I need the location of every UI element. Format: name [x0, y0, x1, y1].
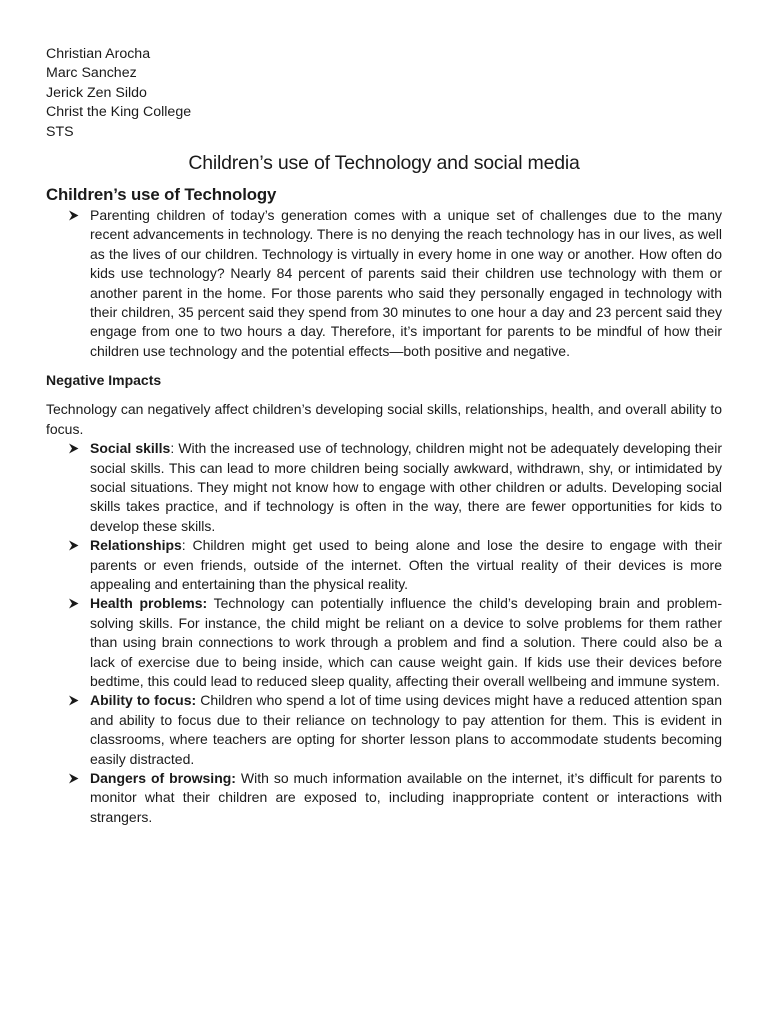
impact-term: Health problems: — [90, 595, 208, 612]
impact-text: : Children might get used to being alone and lose the desire to engage with their parents or even friends, outside of the internet. Often the virtual reality of their devices is more appealing and entertaining than the physical reality. — [90, 537, 722, 592]
list-item — [46, 439, 722, 536]
intro-list — [46, 206, 722, 361]
author-name: Christian Arocha — [46, 46, 151, 62]
author-name: Marc Sanchez — [46, 65, 137, 82]
arrow-bullet-icon — [68, 210, 79, 221]
author-block — [46, 45, 722, 142]
impact-term: Relationships — [90, 537, 182, 554]
list-item — [46, 206, 722, 361]
section-heading: Children’s use of Technology — [46, 185, 277, 205]
impact-term: Dangers of browsing: — [90, 770, 236, 786]
impact-term: Ability to focus: — [90, 692, 197, 709]
list-item — [46, 594, 722, 691]
impact-term: Social skills — [90, 440, 171, 457]
impact-text: : With the increased use of technology, children might not be adequately developing their social skills. This can lead to more children being socially awkward, withdrawn, shy, or intimidated by social situations. They might not know how to engage with other children or adults. Developing social skills takes practice, and if technology is often in the way, there are fewer opportunities for kids to develop these skills. — [90, 440, 722, 534]
document-page — [46, 45, 722, 827]
negative-impacts-intro: Technology can negatively affect children’s developing social skills, relationships, health, and overall ability to focus. — [46, 401, 722, 437]
negative-impacts-heading: Negative Impacts — [46, 372, 162, 389]
arrow-bullet-icon — [68, 773, 79, 784]
arrow-bullet-icon — [68, 443, 79, 454]
arrow-bullet-icon — [68, 540, 79, 551]
course-name: STS — [46, 123, 74, 140]
impact-text: Children who spend a lot of time using devices might have a reduced attention span and ability to focus due to their reliance on technology to pay attention for them. This is evident in classrooms, where teachers are opting for shorter lesson plans to accommodate students becoming easily distracted. — [90, 692, 722, 767]
arrow-bullet-icon — [68, 695, 79, 706]
school-name: Christ the King College — [46, 104, 192, 121]
intro-paragraph: Parenting children of today’s generation comes with a unique set of challenges due to the many recent advancements in technology. There is no denying the reach technology has in our lives, as well as the lives of our children. Technology is virtually in every home in one way or another. How often do kids use technology? Nearly 84 percent of parents said their children use technology with them or another parent in the home. For those parents who said they personally engaged in technology with their children, 35 percent said they spend from 30 minutes to one hour a day and 23 percent said they engage from one to two hours a day. Therefore, it’s important for parents to be mindful of how their children use technology and the potential effects—both positive and negative. — [90, 207, 722, 359]
impact-text: With so much information available on the internet, it’s difficult for parents to monitor what their children are exposed to, including inappropriate content or interactions with strangers. — [90, 770, 722, 825]
list-item — [46, 536, 722, 594]
author-name: Jerick Zen Sildo — [46, 84, 147, 101]
arrow-bullet-icon — [68, 598, 79, 609]
document-title: Children’s use of Technology and social media — [188, 152, 580, 175]
list-item — [46, 691, 722, 769]
list-item — [46, 769, 722, 827]
impact-text: Technology can potentially influence the child’s developing brain and problem-solving skills. For instance, the child might be reliant on a device to solve problems for them rather than using brain connections to work through a problem and find a solution. There could also be a lack of exercise due to being inside, which can cause weight gain. If kids use their devices before bedtime, this could lead to reduced sleep quality, affecting their overall wellbeing and immune system. — [90, 595, 722, 689]
impact-list — [46, 439, 722, 827]
